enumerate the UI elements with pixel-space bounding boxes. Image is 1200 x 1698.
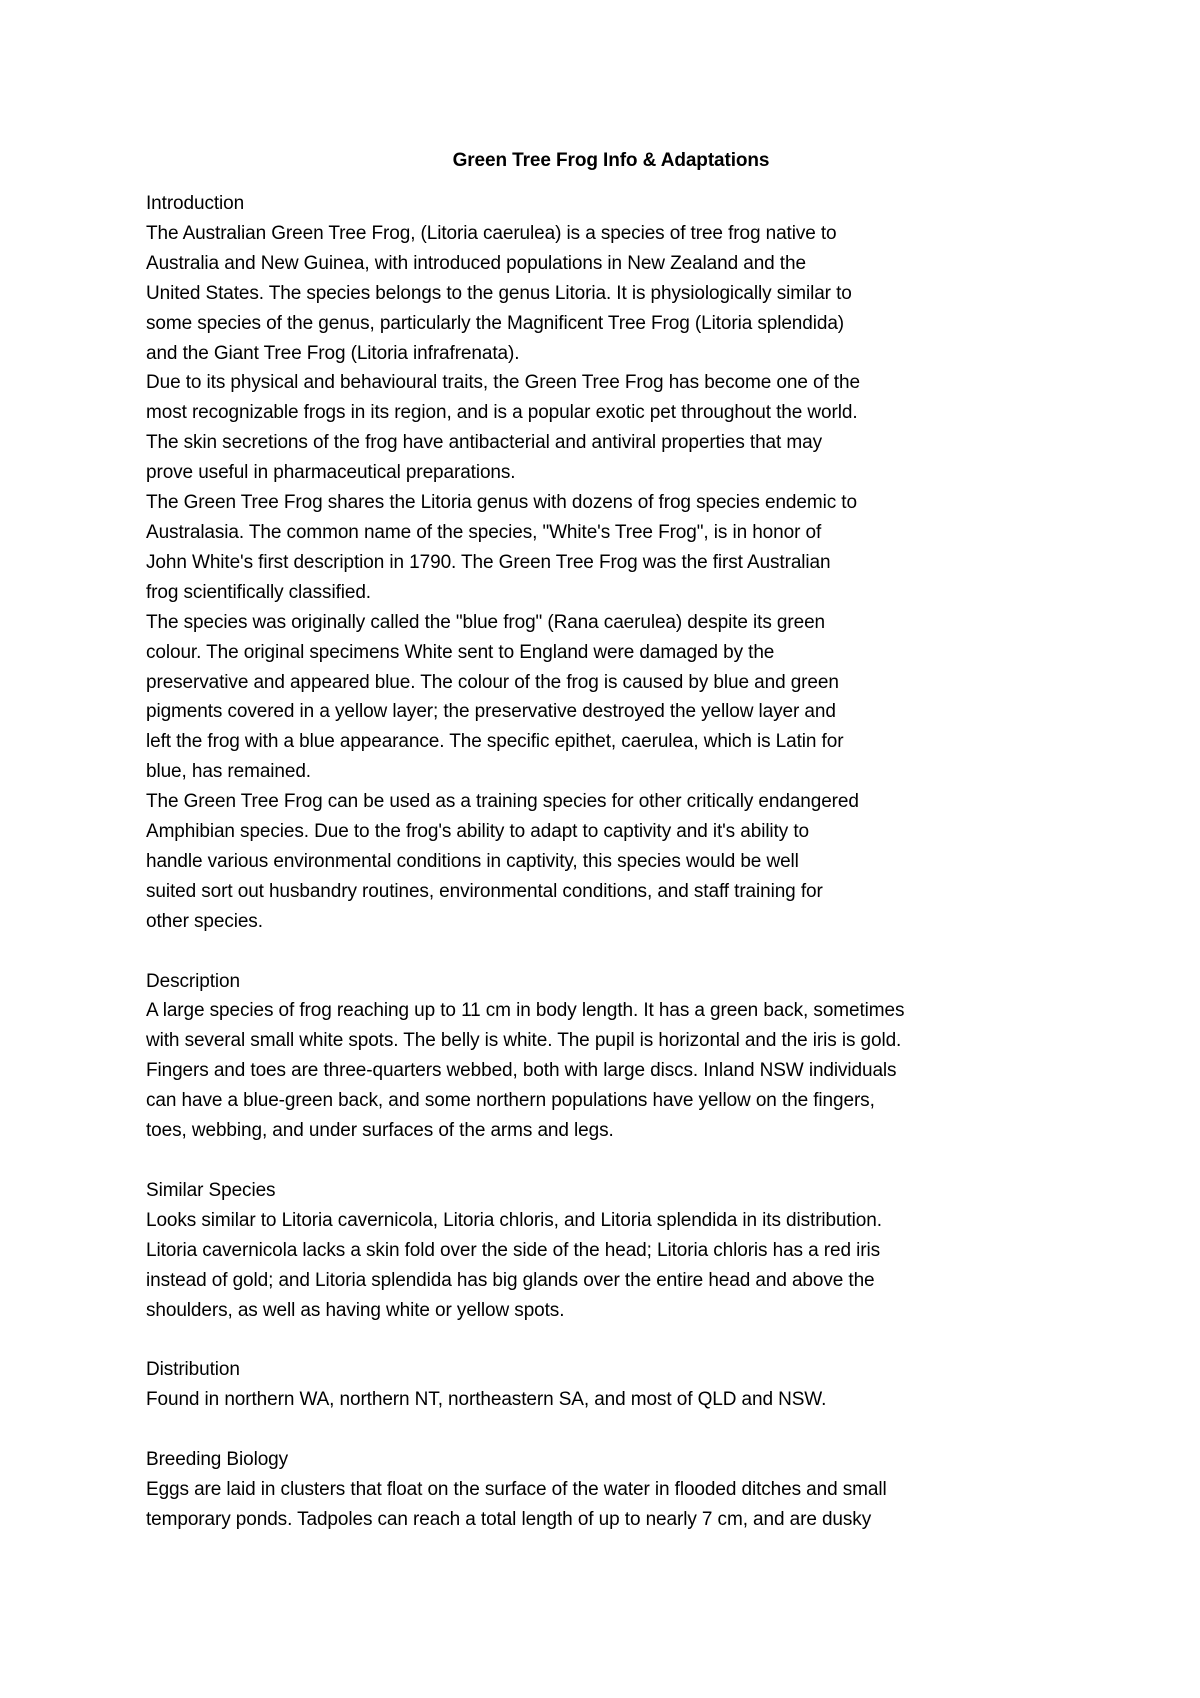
text-line: The Green Tree Frog can be used as a training species for other critically endangered bbox=[146, 791, 859, 813]
paragraph bbox=[146, 608, 1076, 787]
text-line: United States. The species belongs to the genus Litoria. It is physiologically similar to bbox=[146, 282, 852, 304]
text-line: pigments covered in a yellow layer; the preservative destroyed the yellow layer and bbox=[146, 701, 836, 723]
paragraph bbox=[146, 1206, 1076, 1326]
text-line: preservative and appeared blue. The colour of the frog is caused by blue and green bbox=[146, 671, 839, 693]
section-heading: Breeding Biology bbox=[146, 1449, 289, 1470]
paragraph bbox=[146, 1385, 1076, 1415]
text-line: The Australian Green Tree Frog, (Litoria caerulea) is a species of tree frog native to bbox=[146, 222, 837, 244]
text-line: Litoria cavernicola lacks a skin fold over the side of the head; Litoria chloris has a red iris bbox=[146, 1239, 880, 1261]
section-breeding-biology bbox=[146, 1445, 1076, 1535]
text-line: most recognizable frogs in its region, and is a popular exotic pet throughout the world. bbox=[146, 402, 858, 424]
text-line: The skin secretions of the frog have antibacterial and antiviral properties that may bbox=[146, 432, 822, 454]
paragraph bbox=[146, 1475, 1076, 1535]
text-line: and the Giant Tree Frog (Litoria infrafrenata). bbox=[146, 342, 520, 364]
text-line: Australia and New Guinea, with introduced populations in New Zealand and the bbox=[146, 252, 806, 274]
section-distribution bbox=[146, 1355, 1076, 1415]
text-line: Found in northern WA, northern NT, northeastern SA, and most of QLD and NSW. bbox=[146, 1389, 827, 1411]
text-line: some species of the genus, particularly the Magnificent Tree Frog (Litoria splendida) bbox=[146, 312, 845, 334]
text-line: Eggs are laid in clusters that float on the surface of the water in flooded ditches and small bbox=[146, 1478, 887, 1500]
text-line: frog scientifically classified. bbox=[146, 581, 371, 603]
section-similar-species bbox=[146, 1176, 1076, 1326]
text-line: blue, has remained. bbox=[146, 761, 311, 783]
text-line: Looks similar to Litoria cavernicola, Litoria chloris, and Litoria splendida in its distribution. bbox=[146, 1209, 882, 1231]
text-line: other species. bbox=[146, 910, 263, 932]
text-line: John White's first description in 1790. The Green Tree Frog was the first Australian bbox=[146, 551, 831, 573]
paragraph bbox=[146, 219, 1076, 369]
text-line: Australasia. The common name of the species, "White's Tree Frog", is in honor of bbox=[146, 521, 822, 543]
section-heading: Distribution bbox=[146, 1359, 240, 1381]
text-line: The species was originally called the "blue frog" (Rana caerulea) despite its green bbox=[146, 611, 826, 633]
text-line: prove useful in pharmaceutical preparations. bbox=[146, 462, 516, 484]
text-line: handle various environmental conditions in captivity, this species would be well bbox=[146, 850, 799, 872]
paragraph bbox=[146, 996, 1076, 1146]
paragraph bbox=[146, 787, 1076, 937]
document-sections bbox=[146, 189, 1076, 1535]
text-line: The Green Tree Frog shares the Litoria genus with dozens of frog species endemic to bbox=[146, 492, 857, 514]
text-line: Due to its physical and behavioural traits, the Green Tree Frog has become one of the bbox=[146, 372, 860, 394]
text-line: instead of gold; and Litoria splendida has big glands over the entire head and above the bbox=[146, 1269, 875, 1291]
paragraph bbox=[146, 488, 1076, 608]
document-title: Green Tree Frog Info & Adaptations bbox=[452, 150, 770, 171]
text-line: A large species of frog reaching up to 11 cm in body length. It has a green back, sometimes bbox=[146, 1000, 905, 1022]
section-heading: Similar Species bbox=[146, 1179, 276, 1201]
text-line: suited sort out husbandry routines, environmental conditions, and staff training for bbox=[146, 880, 823, 902]
text-line: left the frog with a blue appearance. The specific epithet, caerulea, which is Latin for bbox=[146, 731, 844, 753]
text-line: colour. The original specimens White sent to England were damaged by the bbox=[146, 641, 775, 663]
text-line: can have a blue-green back, and some northern populations have yellow on the fingers, bbox=[146, 1090, 875, 1112]
text-line: with several small white spots. The belly is white. The pupil is horizontal and the iris is gold. bbox=[146, 1030, 902, 1052]
text-line: Amphibian species. Due to the frog's ability to adapt to captivity and it's ability to bbox=[146, 821, 809, 843]
text-line: temporary ponds. Tadpoles can reach a total length of up to nearly 7 cm, and are dusky bbox=[146, 1508, 872, 1530]
text-line: Fingers and toes are three-quarters webbed, both with large discs. Inland NSW individuals bbox=[146, 1060, 897, 1082]
section-introduction bbox=[146, 189, 1076, 937]
text-line: toes, webbing, and under surfaces of the arms and legs. bbox=[146, 1120, 614, 1142]
document-body bbox=[146, 146, 1076, 1535]
paragraph bbox=[146, 368, 1076, 488]
section-heading: Description bbox=[146, 970, 240, 992]
section-description bbox=[146, 967, 1076, 1146]
section-heading: Introduction bbox=[146, 193, 245, 214]
text-line: shoulders, as well as having white or yellow spots. bbox=[146, 1299, 565, 1321]
